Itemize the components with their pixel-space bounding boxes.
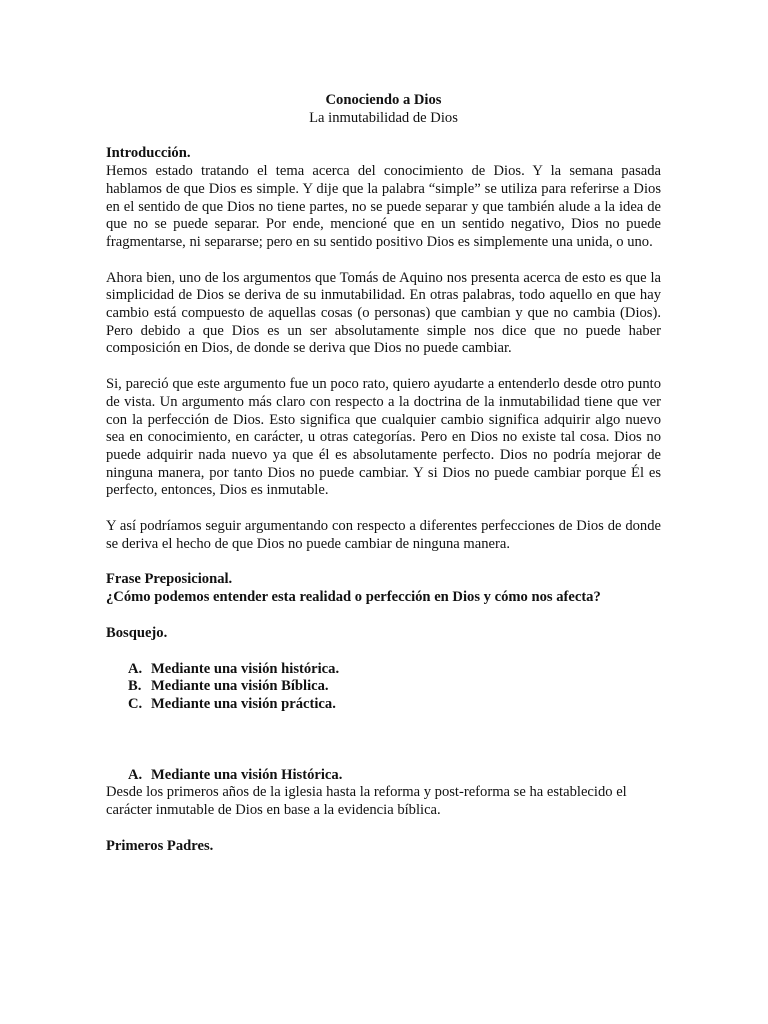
outline-item bbox=[128, 678, 661, 696]
document-title: Conociendo a Dios bbox=[325, 92, 442, 108]
proposition-block bbox=[106, 571, 661, 606]
outline-marker: C. bbox=[128, 695, 143, 712]
spacer bbox=[106, 714, 661, 767]
outline-text: Mediante una visión Bíblica. bbox=[151, 678, 329, 695]
outline-marker: A. bbox=[128, 660, 143, 677]
paragraph-1: Hemos estado tratando el tema acerca del conocimiento de Dios. Y la semana pasada hablamos de que Dios es simple. Y dije que la palabra “simple” se utiliza para referirse a Dios en el sentido de que Dios no tiene partes, no se puede separar y que también alude a la idea de que no se puede separar. Por ende, mencioné que en un sentido negativo, Dios no puede fragmentarse, ni separarse; pero en su sentido positivo Dios es simplemente una unida, o uno. bbox=[106, 163, 661, 250]
title-block bbox=[106, 92, 661, 127]
proposition-question: ¿Cómo podemos entender esta realidad o perfección en Dios y cómo nos afecta? bbox=[106, 589, 601, 606]
outline-list bbox=[106, 661, 661, 714]
paragraph-4: Y así podríamos seguir argumentando con respecto a diferentes perfecciones de Dios de donde se deriva el hecho de que Dios no puede cambiar de ninguna manera. bbox=[106, 518, 661, 552]
proposition-heading: Frase Preposicional. bbox=[106, 571, 233, 588]
outline-text: Mediante una visión práctica. bbox=[151, 695, 336, 712]
outline-heading: Bosquejo. bbox=[106, 624, 168, 641]
paragraph-2: Ahora bien, uno de los argumentos que Tomás de Aquino nos presenta acerca de esto es que la simplicidad de Dios se deriva de su inmutabilidad. En otras palabras, todo aquello en que hay cambio está compuesto de aquellas cosas (o personas) que cambian y que no cambia (Dios). Pero debido a que Dios es un ser absolutamente simple nos dice que no puede haber composición en Dios, de donde se deriva que Dios no puede cambiar. bbox=[106, 269, 661, 357]
section-a-text: Mediante una visión Histórica. bbox=[151, 766, 343, 783]
intro-heading: Introducción. bbox=[106, 145, 191, 162]
outline-text: Mediante una visión histórica. bbox=[151, 660, 340, 677]
paragraph-3: Si, pareció que este argumento fue un poco rato, quiero ayudarte a entenderlo desde otro punto de vista. Un argumento más claro con respecto a la doctrina de la inmutabilidad tiene que ver con la perfección de Dios. Esto significa que cualquier cambio significa adquirir algo nuevo sea en conocimiento, en carácter, u otras categorías. Pero en Dios no existe tal cosa. Dios no puede adquirir nada nuevo ya que él es absolutamente perfecto. Dios no podría mejorar de ninguna manera, por tanto Dios no puede cambiar. Y si Dios no puede cambiar porque Él es perfecto, entonces, Dios es inmutable. bbox=[106, 376, 661, 499]
outline-item bbox=[128, 696, 661, 714]
section-a-paragraph: Desde los primeros años de la iglesia hasta la reforma y post-reforma se ha establecido el carácter inmutable de Dios en base a la evidencia bíblica. bbox=[106, 784, 627, 819]
section-a-heading bbox=[106, 767, 661, 785]
section-a-item bbox=[128, 767, 661, 785]
outline-marker: B. bbox=[128, 678, 142, 695]
section-a-marker: A. bbox=[128, 766, 143, 783]
subsection-heading: Primeros Padres. bbox=[106, 837, 214, 854]
outline-item bbox=[128, 661, 661, 679]
document-subtitle: La inmutabilidad de Dios bbox=[309, 109, 458, 126]
